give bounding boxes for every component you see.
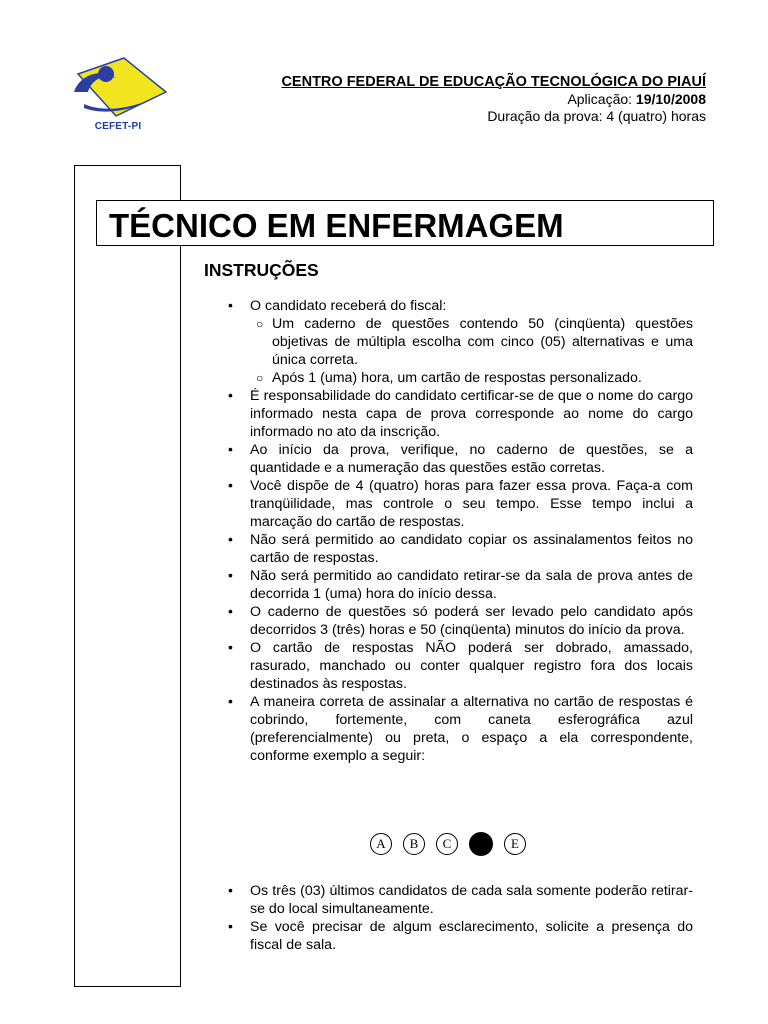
circle-bullet-icon: ○ bbox=[256, 317, 264, 331]
instruction-item-7 bbox=[226, 603, 693, 639]
bullet-icon: • bbox=[228, 441, 233, 457]
instruction-item-6 bbox=[226, 567, 693, 603]
instruction-item-1 bbox=[226, 297, 693, 315]
sub-instruction-text: Um caderno de questões contendo 50 (cinqüenta) questões objetivas de múltipla escolha com cinco (05) alternativas e uma única correta. bbox=[272, 316, 693, 368]
bullet-icon: • bbox=[228, 531, 233, 547]
left-frame bbox=[74, 165, 181, 987]
exam-duration: Duração da prova: 4 (quatro) horas bbox=[487, 108, 706, 124]
sub-instruction-1 bbox=[226, 315, 693, 369]
document-header bbox=[281, 74, 706, 125]
instruction-text: É responsabilidade do candidato certificar-se de que o nome do cargo informado nesta capa de prova corresponde ao nome do cargo informado no ato da inscrição. bbox=[250, 388, 693, 440]
bullet-icon: • bbox=[228, 387, 233, 403]
answer-bubble-d-filled bbox=[469, 832, 493, 856]
bullet-icon: • bbox=[228, 882, 233, 898]
date-label: Aplicação: bbox=[567, 91, 633, 107]
bullet-icon: • bbox=[228, 918, 233, 934]
instruction-text: Se você precisar de algum esclarecimento, solicite a presença do fiscal de sala. bbox=[250, 919, 693, 953]
answer-example bbox=[370, 833, 526, 856]
instruction-item-2 bbox=[226, 387, 693, 441]
instruction-item-8 bbox=[226, 639, 693, 693]
instruction-text: A maneira correta de assinalar a alternativa no cartão de respostas é cobrindo, fortemente, com caneta esferográfica azul (preferencialmente) ou preta, o espaço a ela correspondente, conforme exemplo a seguir: bbox=[250, 694, 693, 764]
bullet-icon: • bbox=[228, 297, 233, 313]
bullet-icon: • bbox=[228, 567, 233, 583]
final-instruction-item-1 bbox=[226, 882, 693, 918]
title-box bbox=[96, 200, 714, 246]
bullet-icon: • bbox=[228, 603, 233, 619]
answer-bubble-e: E bbox=[504, 833, 526, 855]
answer-bubble-a: A bbox=[370, 833, 392, 855]
instruction-item-3 bbox=[226, 441, 693, 477]
instructions-heading: INSTRUÇÕES bbox=[204, 260, 319, 280]
instruction-item-9 bbox=[226, 693, 693, 765]
answer-bubble-b: B bbox=[403, 833, 425, 855]
circle-bullet-icon: ○ bbox=[256, 371, 264, 385]
bullet-icon: • bbox=[228, 477, 233, 493]
exam-title: TÉCNICO EM ENFERMAGEM bbox=[109, 207, 564, 244]
instruction-text: O cartão de respostas NÃO poderá ser dobrado, amassado, rasurado, manchado ou conter qualquer registro fora dos locais destinados às respostas. bbox=[250, 640, 693, 692]
logo-blue-circle bbox=[98, 66, 114, 82]
instruction-item-5 bbox=[226, 531, 693, 567]
date-value: 19/10/2008 bbox=[635, 91, 706, 107]
sub-instruction-text: Após 1 (uma) hora, um cartão de respostas personalizado. bbox=[272, 370, 642, 386]
bullet-icon: • bbox=[228, 639, 233, 655]
instruction-text: Não será permitido ao candidato copiar os assinalamentos feitos no cartão de respostas. bbox=[250, 532, 693, 566]
logo-text: CEFET-PI bbox=[94, 121, 142, 132]
sub-instruction-2 bbox=[226, 369, 693, 387]
answer-bubble-c: C bbox=[436, 833, 458, 855]
instructions-list bbox=[226, 297, 693, 765]
instruction-item-4 bbox=[226, 477, 693, 531]
instruction-text: Você dispõe de 4 (quatro) horas para fazer essa prova. Faça-a com tranqüilidade, mas controle o seu tempo. Esse tempo inclui a marcação do cartão de respostas. bbox=[250, 478, 693, 530]
bullet-icon: • bbox=[228, 693, 233, 709]
final-instructions-list bbox=[226, 882, 693, 954]
final-instruction-item-2 bbox=[226, 918, 693, 954]
instruction-text: O caderno de questões só poderá ser levado pelo candidato após decorridos 3 (três) horas e 50 (cinqüenta) minutos do início da prova. bbox=[250, 604, 693, 638]
application-date bbox=[281, 91, 706, 108]
instruction-text: O candidato receberá do fiscal: bbox=[250, 298, 447, 314]
instruction-text: Os três (03) últimos candidatos de cada sala somente poderão retirar-se do local simultaneamente. bbox=[250, 883, 693, 917]
institution-name: CENTRO FEDERAL DE EDUCAÇÃO TECNOLÓGICA DO PIAUÍ bbox=[281, 74, 706, 90]
instruction-text: Não será permitido ao candidato retirar-se da sala de prova antes de decorrida 1 (uma) hora do início dessa. bbox=[250, 568, 693, 602]
instruction-text: Ao início da prova, verifique, no caderno de questões, se a quantidade e a numeração das questões estão corretas. bbox=[250, 442, 693, 476]
